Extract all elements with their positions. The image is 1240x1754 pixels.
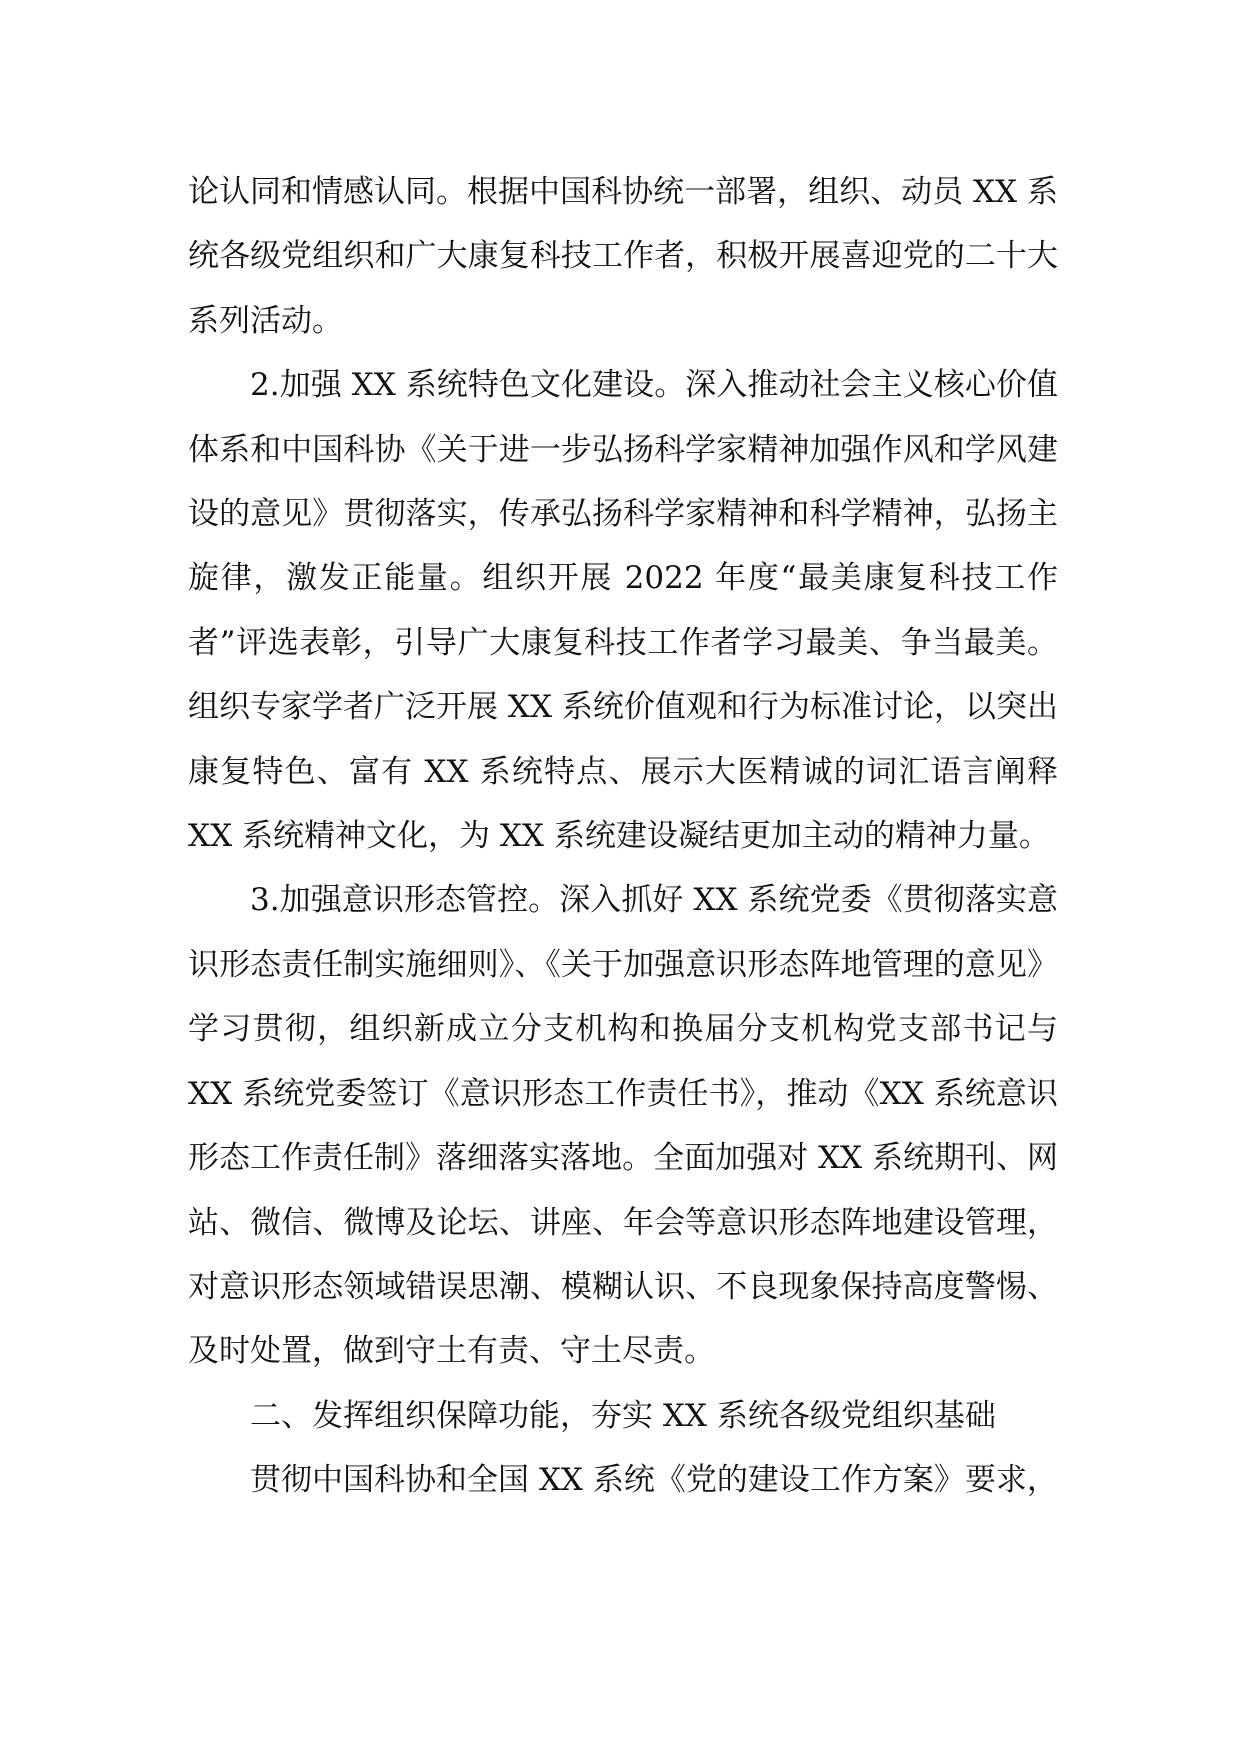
paragraph-continuation: 论认同和情感认同。根据中国科协统一部署，组织、动员 XX 系统各级党组织和广大康复科技工作者，积极开展喜迎党的二十大系列活动。 <box>188 174 1058 339</box>
paragraph-party-building: 贯彻中国科协和全国 XX 系统《党的建设工作方案》要求， <box>250 1462 1058 1499</box>
document-body <box>188 160 1058 1513</box>
section-heading-organization: 二、发挥组织保障功能，夯实 XX 系统各级党组织基础 <box>250 1397 996 1434</box>
paragraph-culture-building: 2.加强 XX 系统特色文化建设。深入推动社会主义核心价值体系和中国科协《关于进一步弘扬科学家精神加强作风和学风建设的意见》贯彻落实，传承弘扬科学家精神和科学精神，弘扬主旋律，激发正能量。组织开展 2022 年度“最美康复科技工作者”评选表彰，引导广大康复科技工作者学习最美、争当最美。组织专家学者广泛开展 XX 系统价值观和行为标准讨论，以突出康复特色、富有 XX 系统特点、展示大医精诚的词汇语言阐释 XX 系统精神文化，为 XX 系统建设凝结更加主动的精神力量。 <box>188 367 1058 855</box>
paragraph-ideology-control: 3.加强意识形态管控。深入抓好 XX 系统党委《贯彻落实意识形态责任制实施细则》、《关于加强意识形态阵地管理的意见》学习贯彻，组织新成立分支机构和换届分支机构党支部书记与 XX 系统党委签订《意识形态工作责任书》，推动《XX 系统意识形态工作责任制》落细落实落地。全面加强对 XX 系统期刊、网站、微信、微博及论坛、讲座、年会等意识形态阵地建设管理，对意识形态领域错误思潮、模糊认识、不良现象保持高度警惕、及时处置，做到守土有责、守土尽责。 <box>188 882 1058 1370</box>
